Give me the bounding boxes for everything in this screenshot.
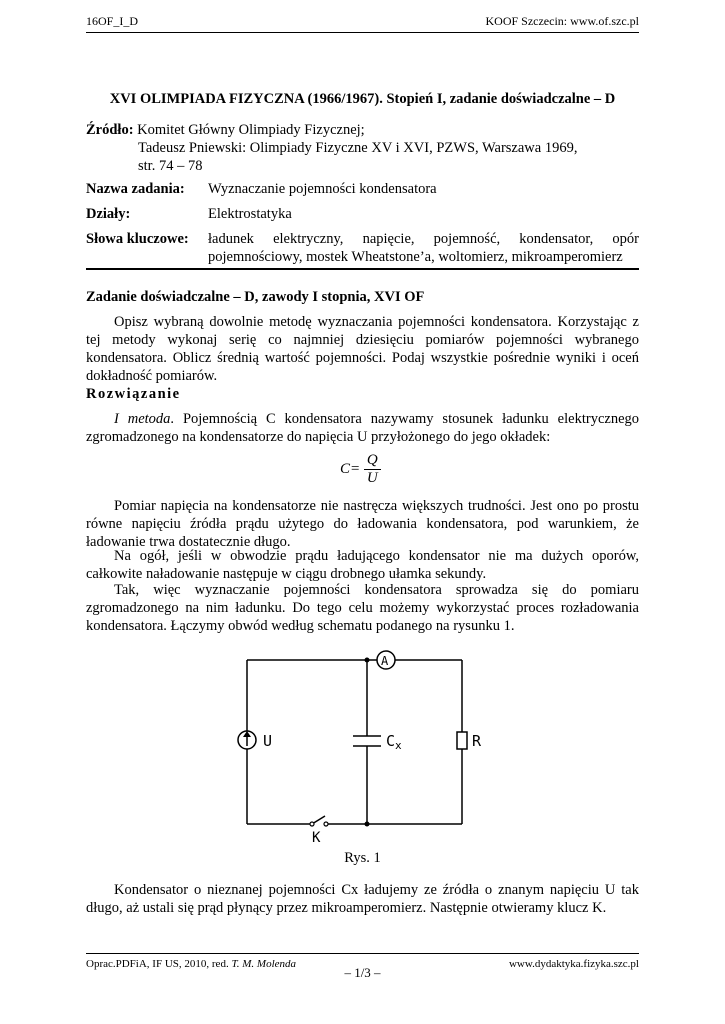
solution-heading: Rozwiązanie: [86, 386, 181, 402]
header-left: 16OF_I_D: [86, 14, 139, 28]
solution-p5: Kondensator o nieznanej pojemności Cx ładujemy ze źródła o znanym napięciu U tak długo, aż ustali się prąd płynący przez mikroamperomierz. Następnie otwieramy klucz K.: [86, 882, 639, 916]
formula-lhs: C=: [340, 460, 361, 477]
page-title: XVI OLIMPIADA FIZYCZNA (1966/1967). Stopień I, zadanie doświadczalne – D: [109, 91, 616, 107]
meta-keys-row: [86, 230, 639, 266]
circuit-diagram: [230, 648, 490, 848]
source-label: Źródło:: [86, 122, 134, 138]
meta-keys-value: ładunek elektryczny, napięcie, pojemność, kondensator, opór pojemnościowy, mostek Wheatstone’a, woltomierz, mikroamperomierz: [208, 231, 639, 265]
formula-denominator: U: [366, 470, 378, 486]
solution-p1-text: . Pojemnością C kondensatora nazywamy stosunek ładunku elektrycznego zgromadzonego na kondensatorze do napięcia U przyłożonego do jego okładek:: [86, 411, 640, 445]
meta-dept-row: [86, 205, 639, 223]
label-C-main: C: [386, 732, 396, 750]
method-label: I metoda: [114, 411, 171, 427]
header-right: KOOF Szczecin: www.of.szc.pl: [485, 14, 639, 28]
source-block: [86, 121, 639, 175]
label-U: U: [263, 732, 273, 750]
junction-dot-bottom: [365, 822, 370, 827]
meta-name-label: Nazwa zadania:: [86, 181, 185, 197]
label-R: R: [472, 732, 482, 750]
solution-p3: Na ogół, jeśli w obwodzie prądu ładującego kondensator nie ma dużych oporów, całkowite naładowanie następuje w ciągu drobnego ułamka sekundy.: [86, 548, 639, 582]
junction-dot-top: [365, 658, 370, 663]
solution-p2: Pomiar napięcia na kondensatorze nie nastręcza większych trudności. Jest ono po prostu równe napięciu źródła prądu użytego do ładowania kondensatora, pod warunkiem, że ładowanie trwa dostatecznie długo.: [86, 498, 639, 550]
capacitance-formula: [340, 452, 381, 487]
meta-dept-value: Elektrostatyka: [208, 206, 292, 222]
page-number: – 1/3 –: [344, 965, 381, 980]
footer-rule: [86, 953, 639, 954]
solution-p1: [86, 410, 639, 446]
meta-name-value: Wyznaczanie pojemności kondensatora: [208, 181, 437, 197]
meta-dept-label: Działy:: [86, 206, 131, 222]
header-rule: [86, 32, 639, 33]
source-line-2: Tadeusz Pniewski: Olimpiady Fizyczne XV i XVI, PZWS, Warszawa 1969,: [138, 140, 578, 156]
meta-name-row: [86, 180, 639, 198]
formula-numerator: Q: [364, 452, 381, 470]
source-line-3: str. 74 – 78: [138, 158, 203, 174]
task-heading: Zadanie doświadczalne – D, zawody I stopnia, XVI OF: [86, 289, 425, 305]
label-C: [386, 732, 402, 752]
solution-p4: Tak, więc wyznaczanie pojemności kondensatora sprowadza się do pomiaru zgromadzonego na nim ładunku. Do tego celu możemy wykorzystać proces rozładowania kondensatora. Łączymy obwód według schematu podanego na rysunku 1.: [86, 582, 639, 634]
figure-caption: Rys. 1: [344, 850, 381, 866]
task-text: Opisz wybraną dowolnie metodę wyznaczania pojemności kondensatora. Korzystając z tej metody wykonaj serię co najmniej dziesięciu pomiarów pojemności wybranego kondensatora. Oblicz średnią wartość pojemności. Podaj wszystkie pośrednie wyniki i oceń dokładność pomiarów.: [86, 314, 639, 384]
switch-contact-right: [324, 822, 328, 826]
voltage-source-icon: [238, 731, 256, 749]
meta-rule: [86, 268, 639, 270]
formula-fraction: [364, 452, 381, 487]
footer-editor: T. M. Molenda: [231, 958, 297, 970]
footer-left-prefix: Oprac.PDFiA, IF US, 2010, red.: [86, 958, 232, 970]
label-A: A: [381, 654, 389, 668]
switch-contact-left: [310, 822, 314, 826]
source-line-1: Komitet Główny Olimpiady Fizycznej;: [137, 122, 365, 138]
label-K: K: [312, 830, 321, 846]
footer-right: www.dydaktyka.fizyka.szc.pl: [508, 958, 639, 970]
resistor-icon: [457, 732, 467, 749]
meta-keys-label: Słowa kluczowe:: [86, 231, 189, 247]
label-C-sub: x: [395, 739, 402, 752]
